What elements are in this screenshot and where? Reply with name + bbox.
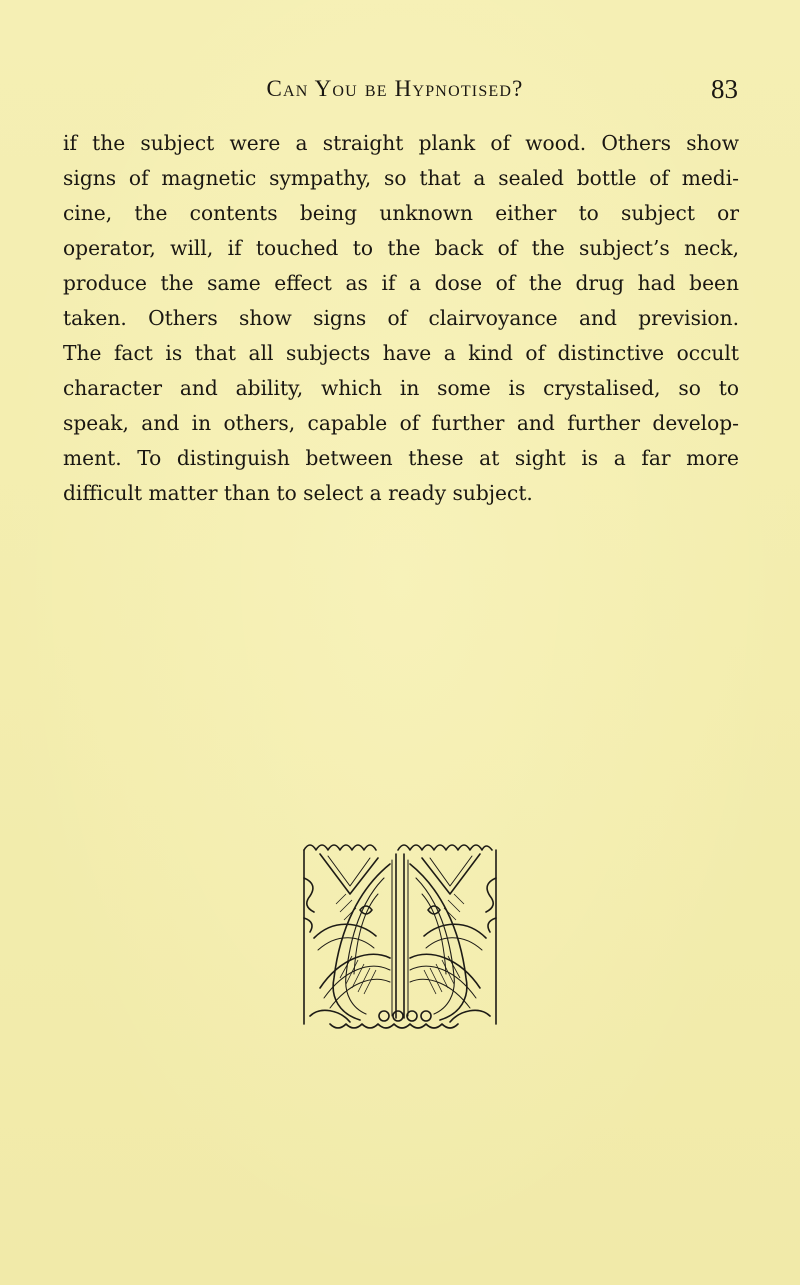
running-head-title: Can You be Hypnotised? xyxy=(266,76,524,101)
text-line: speak, and in others, capable of further and further develop- xyxy=(63,411,739,435)
text-line: ment. To distinguish between these at sight is a far more xyxy=(63,446,739,470)
text-line: signs of magnetic sympathy, so that a sealed bottle of medi- xyxy=(63,166,739,190)
text-line: operator, will, if touched to the back of the subject’s neck, xyxy=(63,236,739,260)
text-line: taken. Others show signs of clairvoyance and prevision. xyxy=(63,306,739,330)
text-line: The fact is that all subjects have a kind of distinctive occult xyxy=(63,341,739,365)
text-line: character and ability, which in some is crystalised, so to xyxy=(63,376,739,400)
page-number: 83 xyxy=(711,74,738,104)
text-line: difficult matter than to select a ready subject. xyxy=(63,481,533,505)
body-paragraph xyxy=(63,126,739,511)
text-line: if the subject were a straight plank of wood. Others show xyxy=(63,131,739,155)
art-nouveau-tailpiece-icon xyxy=(300,838,500,1038)
text-line: cine, the contents being unknown either to subject or xyxy=(63,201,739,225)
text-line: produce the same effect as if a dose of the drug had been xyxy=(63,271,739,295)
